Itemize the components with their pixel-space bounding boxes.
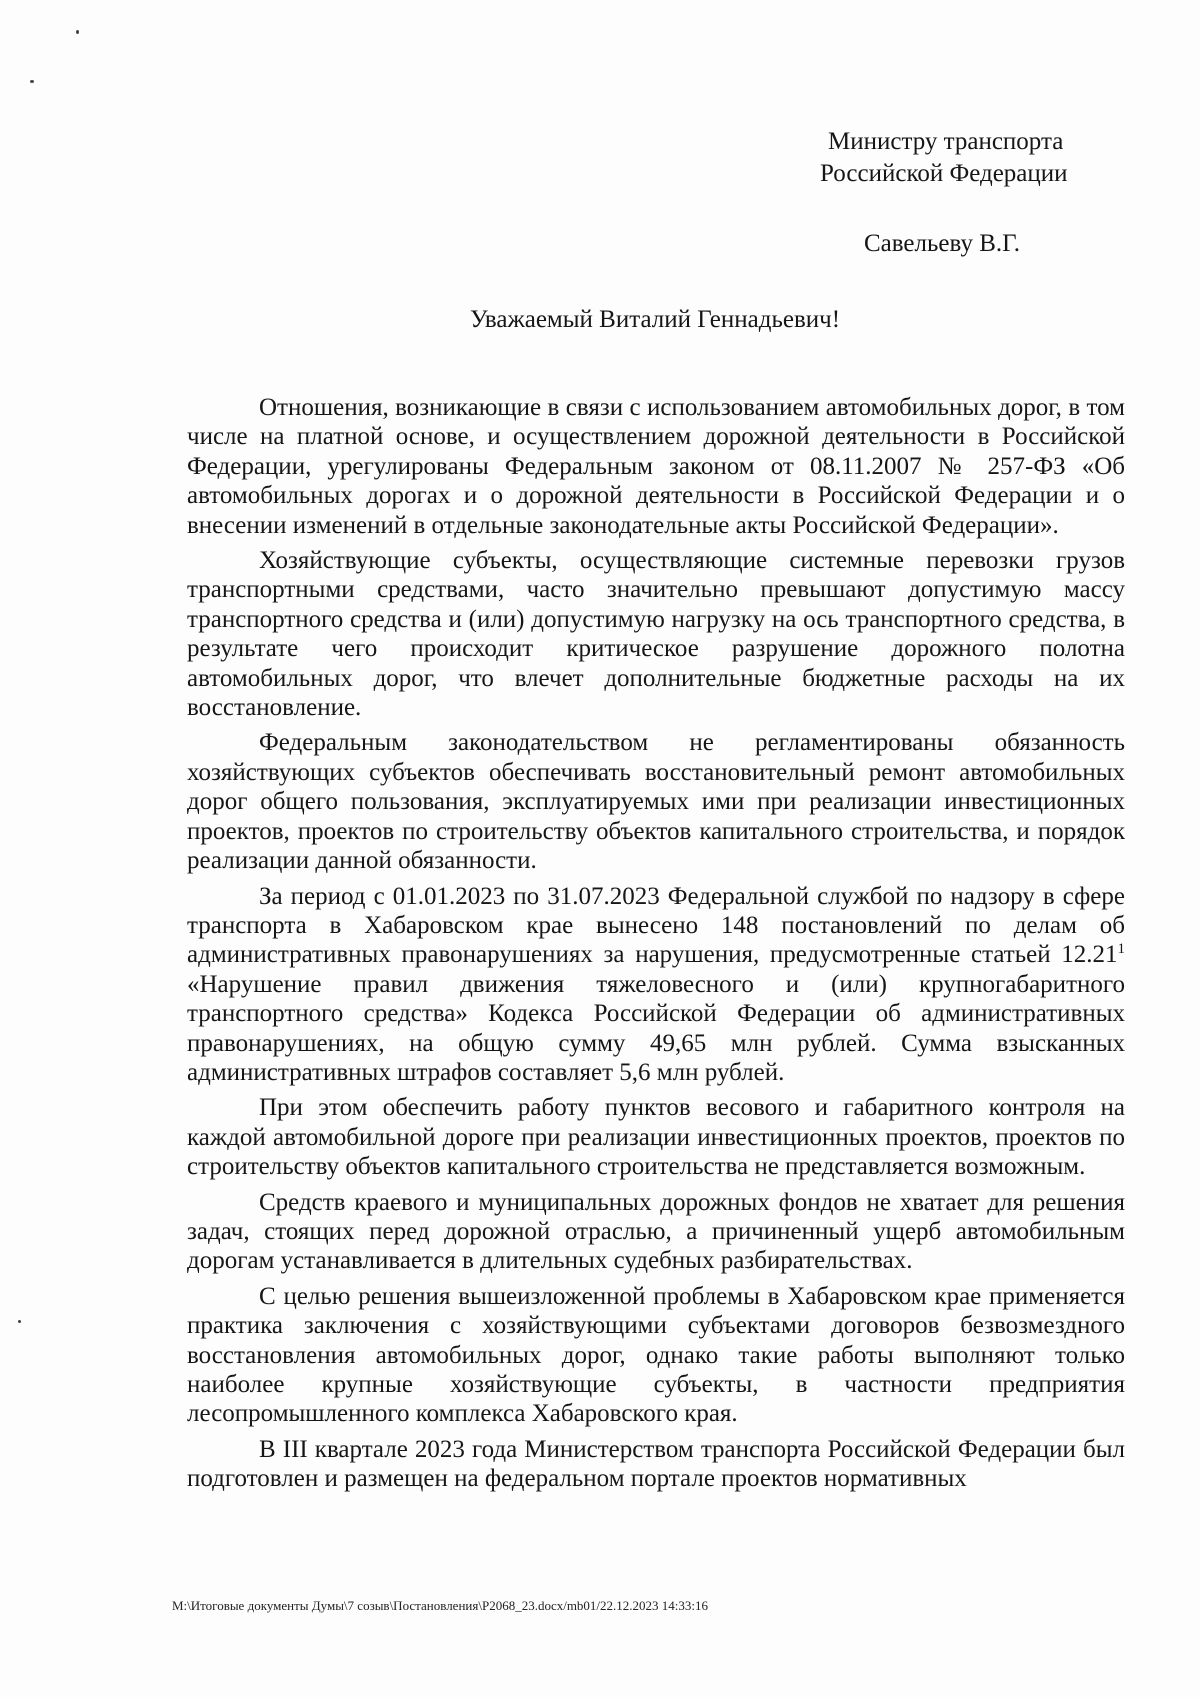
paragraph [187,882,1125,1088]
paragraph: Отношения, возникающие в связи с использованием автомобильных дорог, в том числе на платной основе, и осуществлением дорожной деятельности в Российской Федерации, урегулированы Федеральным законом от 08.11.2007 № 257-ФЗ «Об автомобильных дорогах и о дорожной деятельности в Российской Федерации и о внесении изменений в отдельные законодательные акты Российской Федерации». [187,394,1125,539]
paragraph: В III квартале 2023 года Министерством транспорта Российской Федерации был подготовлен и размещен на федеральном портале проектов нормативных [187,1435,1125,1493]
addressee-organization: Российской Федерации [820,160,1068,187]
paragraph: При этом обеспечить работу пунктов весового и габаритного контроля на каждой автомобильной дороге при реализации инвестиционных проектов, проектов по строительству объектов капитального строительства не представляется возможным. [187,1094,1125,1181]
scan-speck [18,1320,21,1323]
file-path-footer: M:\Итоговые документы Думы\7 созыв\Постановления\P2068_23.docx/mb01/22.12.2023 14:33:16 [172,1598,709,1613]
paragraph-text: За период с 01.01.2023 по 31.07.2023 Федеральной службой по надзору в сфере транспорта в Хабаровском крае вынесено 148 постановлений по делам об административных правонарушениях за нарушения, предусмотренные статьей 12.21 [187,882,1125,969]
paragraph-text: «Нарушение правил движения тяжеловесного и (или) крупногабаритного транспортного средства» Кодекса Российской Федерации об административных правонарушениях, на общую сумму 49,65 млн рублей. Сумма взысканных административных штрафов составляет 5,6 млн рублей. [187,970,1125,1086]
paragraph: Средств краевого и муниципальных дорожных фондов не хватает для решения задач, стоящих перед дорожной отраслью, а причиненный ущерб автомобильным дорогам устанавливается в длительных судебных разбирательствах. [187,1188,1125,1275]
letter-body [187,393,1125,1500]
scan-speck [30,80,34,83]
scan-speck [76,30,79,34]
addressee-position: Министру транспорта [828,128,1064,155]
salutation: Уважаемый Виталий Геннадьевич! [470,306,841,333]
paragraph: Хозяйствующие субъекты, осуществляющие системные перевозки грузов транспортными средствами, часто значительно превышают допустимую массу транспортного средства и (или) допустимую нагрузку на ось транспортного средства, в результате чего происходит критическое разрушение дорожного полотна автомобильных дорог, что влечет дополнительные бюджетные расходы на их восстановление. [187,547,1125,722]
addressee-name: Савельеву В.Г. [864,230,1021,257]
superscript: 1 [1117,941,1125,958]
paragraph: Федеральным законодательством не регламентированы обязанность хозяйствующих субъектов обеспечивать восстановительный ремонт автомобильных дорог общего пользования, эксплуатируемых ими при реализации инвестиционных проектов, проектов по строительству объектов капитального строительства, и порядок реализации данной обязанности. [187,729,1125,875]
addressee-block [820,126,1140,260]
paragraph: С целью решения вышеизложенной проблемы в Хабаровском крае применяется практика заключения с хозяйствующими субъектами договоров безвозмездного восстановления автомобильных дорог, однако такие работы выполняют только наиболее крупные хозяйствующие субъекты, в частности предприятия лесопромышленного комплекса Хабаровского края. [187,1282,1125,1428]
